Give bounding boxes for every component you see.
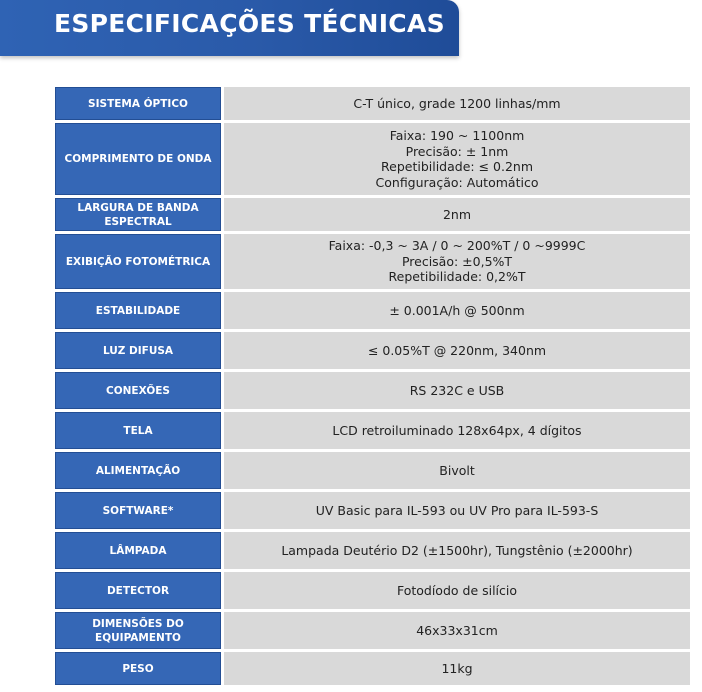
spec-label: DIMENSÕES DO EQUIPAMENTO — [55, 612, 221, 649]
spec-value-line: Lampada Deutério D2 (±1500hr), Tungstênio (±2000hr) — [281, 542, 633, 558]
spec-value — [224, 372, 690, 409]
spec-label: TELA — [55, 412, 221, 449]
section-banner — [0, 0, 459, 56]
spec-row — [55, 372, 690, 409]
spec-row — [55, 492, 690, 529]
spec-row — [55, 123, 690, 195]
spec-value-line: 2nm — [442, 206, 472, 222]
spec-value — [224, 532, 690, 569]
page-title: ESPECIFICAÇÕES TÉCNICAS — [54, 9, 445, 38]
spec-value — [224, 412, 690, 449]
spec-value-line: LCD retroiluminado 128x64px, 4 dígitos — [332, 422, 582, 438]
spec-value-line: Faixa: 190 ~ 1100nm — [389, 128, 525, 143]
spec-value-line: Precisão: ± 1nm — [405, 143, 509, 159]
spec-value-line: ≤ 0.05%T @ 220nm, 340nm — [367, 342, 547, 358]
spec-row — [55, 532, 690, 569]
spec-value — [224, 652, 690, 685]
spec-value-line: Repetibilidade: 0,2%T — [388, 269, 526, 285]
spec-row — [55, 572, 690, 609]
spec-label: ESTABILIDADE — [55, 292, 221, 329]
spec-value-line: 46x33x31cm — [416, 622, 498, 638]
spec-value — [224, 87, 690, 120]
spec-value-line: Configuração: Automático — [375, 174, 539, 190]
spec-label: COMPRIMENTO DE ONDA — [55, 123, 221, 195]
spec-value-line: ± 0.001A/h @ 500nm — [389, 302, 525, 318]
spec-label: LUZ DIFUSA — [55, 332, 221, 369]
spec-value — [224, 492, 690, 529]
spec-label: CONEXÕES — [55, 372, 221, 409]
spec-value-line: 11kg — [441, 660, 473, 676]
spec-row — [55, 452, 690, 489]
spec-row — [55, 292, 690, 329]
spec-label: LÂMPADA — [55, 532, 221, 569]
spec-value-line: Faixa: -0,3 ~ 3A / 0 ~ 200%T / 0 ~9999C — [328, 238, 586, 254]
spec-value-line: Bivolt — [439, 462, 475, 478]
spec-row — [55, 87, 690, 120]
spec-value — [224, 234, 690, 289]
spec-value — [224, 123, 690, 195]
spec-value — [224, 198, 690, 231]
spec-label: EXIBIÇÃO FOTOMÉTRICA — [55, 234, 221, 289]
spec-row — [55, 412, 690, 449]
spec-value-line: Fotodíodo de silício — [396, 582, 518, 598]
spec-table — [55, 87, 690, 685]
spec-label: DETECTOR — [55, 572, 221, 609]
spec-label: PESO — [55, 652, 221, 685]
spec-value-line: Precisão: ±0,5%T — [401, 253, 513, 269]
spec-value-line: UV Basic para IL-593 ou UV Pro para IL-593-S — [315, 502, 599, 518]
spec-value — [224, 572, 690, 609]
spec-row — [55, 612, 690, 649]
spec-value-line: RS 232C e USB — [409, 382, 505, 398]
spec-value — [224, 452, 690, 489]
spec-value — [224, 332, 690, 369]
spec-value — [224, 612, 690, 649]
spec-value — [224, 292, 690, 329]
spec-row — [55, 234, 690, 289]
spec-row — [55, 198, 690, 231]
spec-value-line: C-T único, grade 1200 linhas/mm — [353, 95, 561, 111]
spec-row — [55, 652, 690, 685]
spec-label: LARGURA DE BANDA ESPECTRAL — [55, 198, 221, 231]
spec-label: SISTEMA ÓPTICO — [55, 87, 221, 120]
spec-row — [55, 332, 690, 369]
spec-label: SOFTWARE* — [55, 492, 221, 529]
spec-value-line: Repetibilidade: ≤ 0.2nm — [381, 159, 533, 174]
spec-label: ALIMENTAÇÃO — [55, 452, 221, 489]
